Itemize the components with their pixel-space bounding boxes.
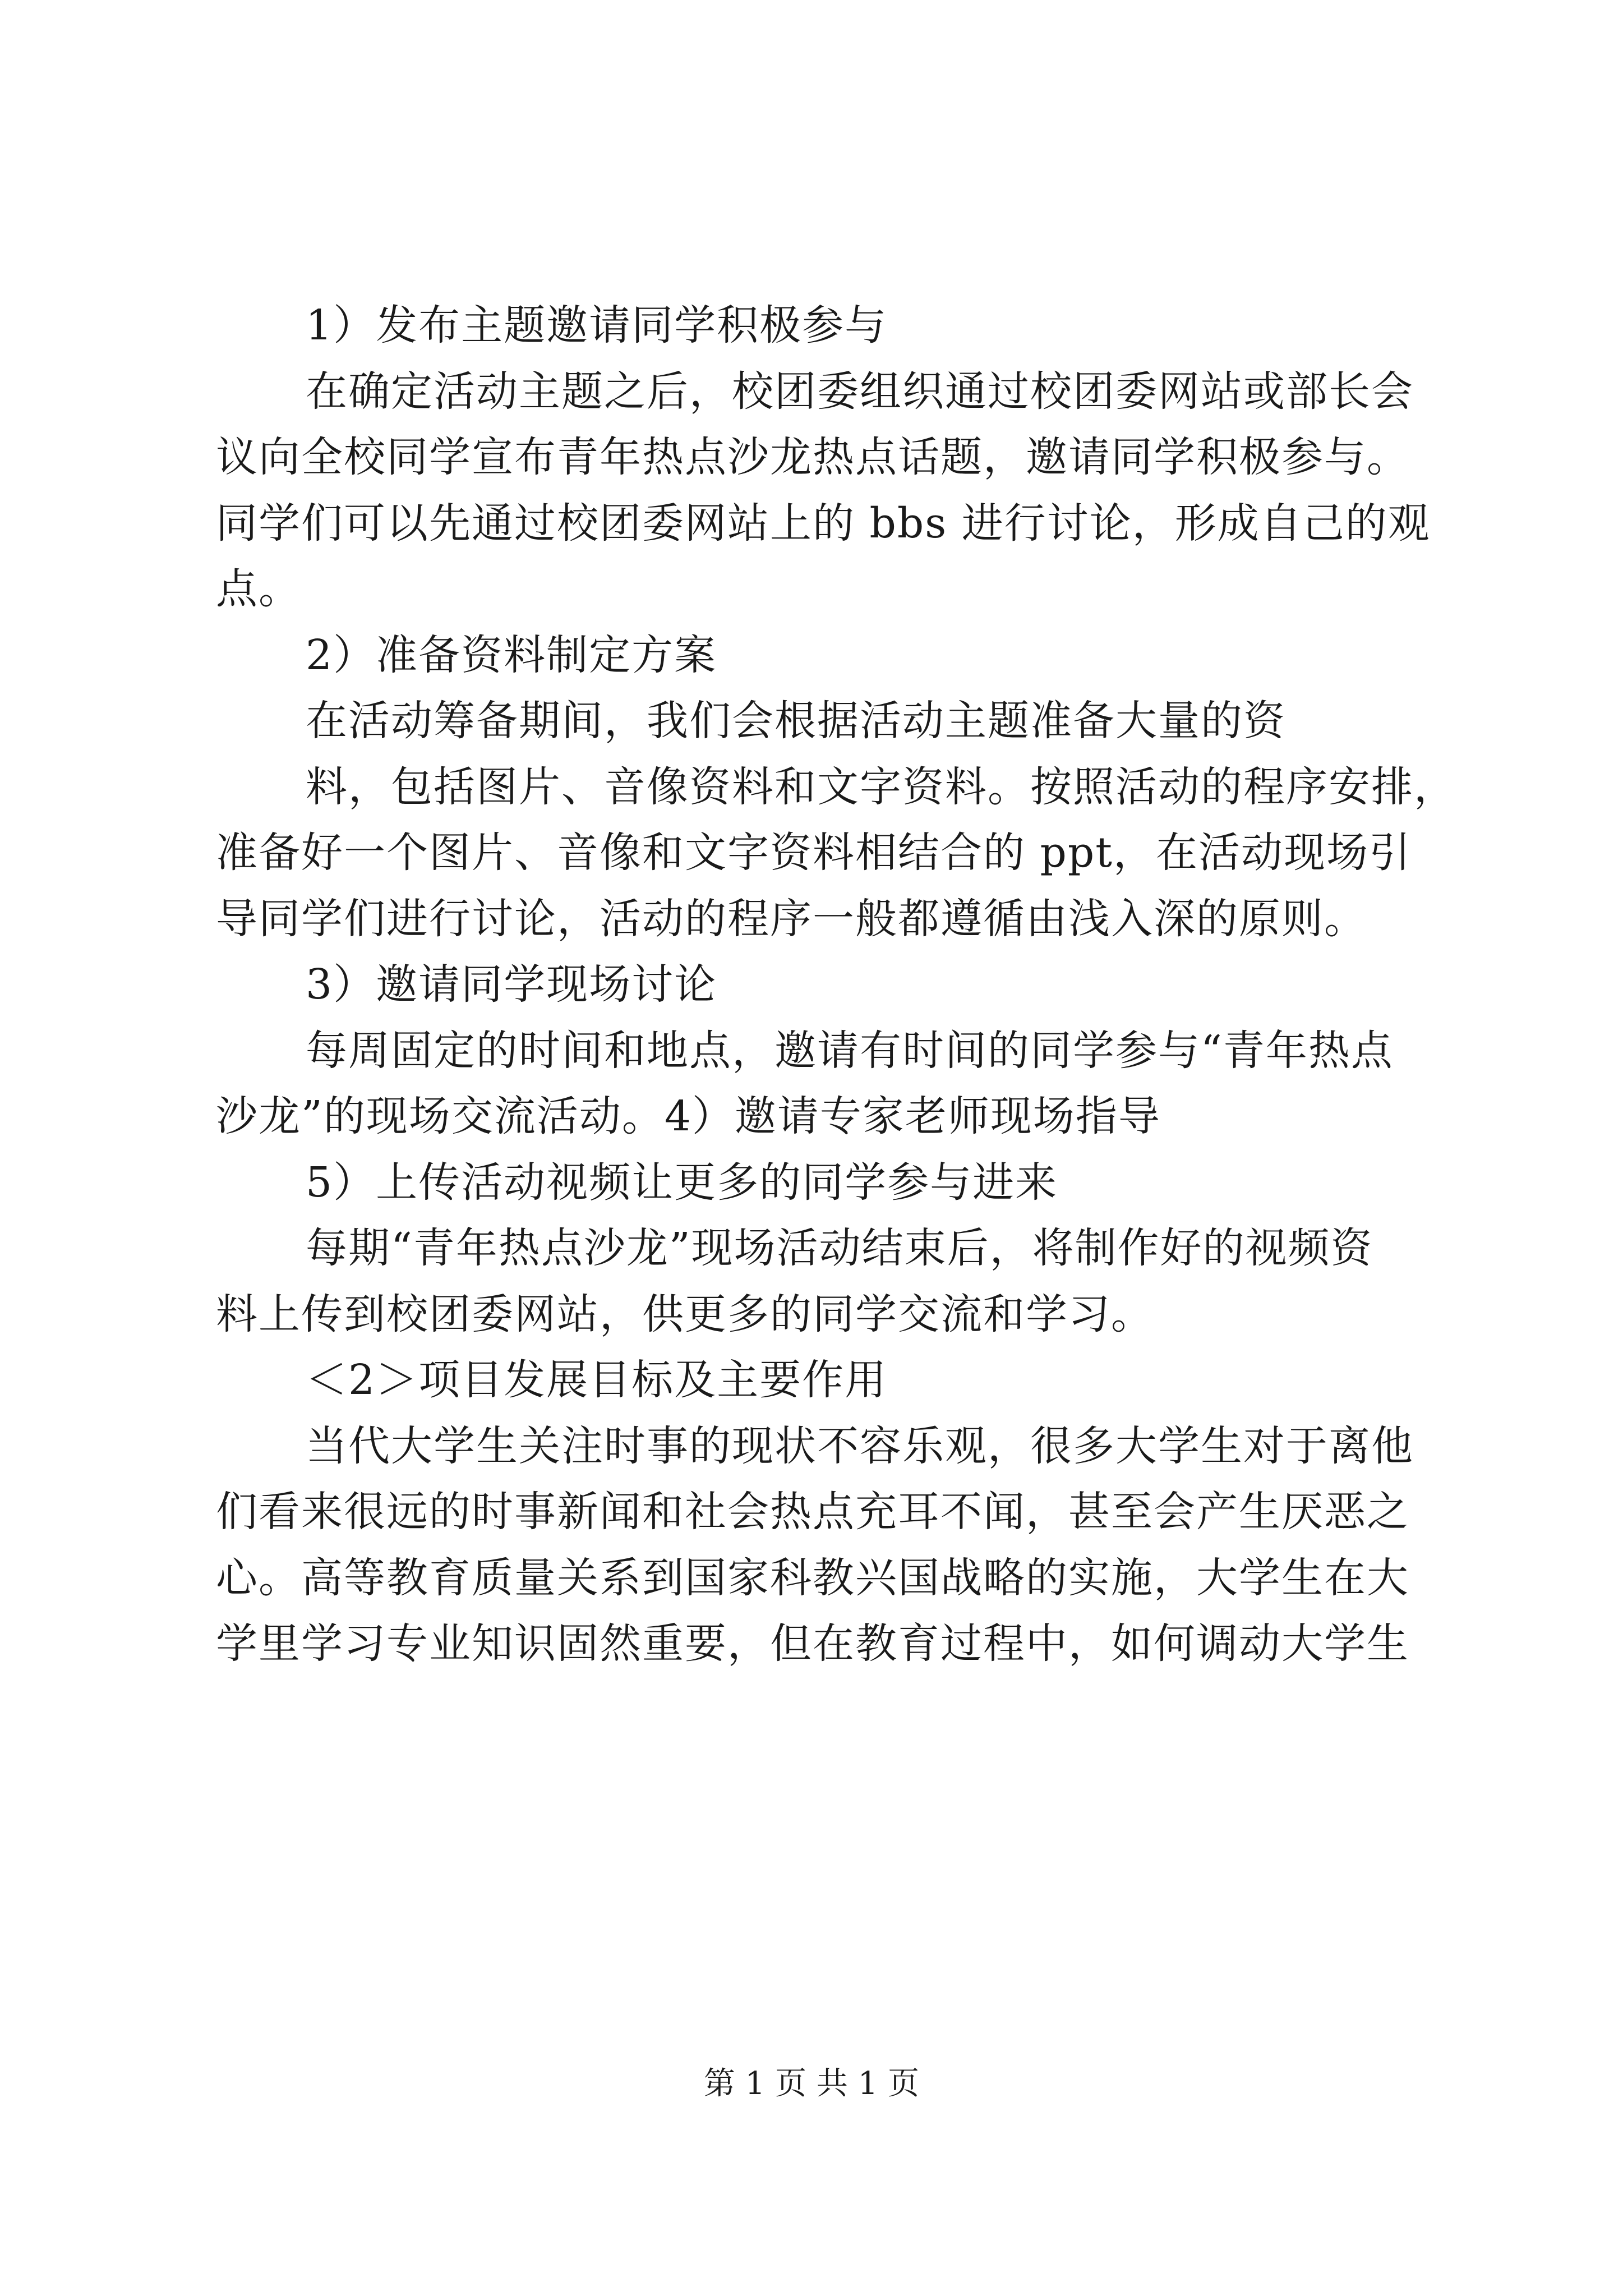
paragraph-1-line-1: 在确定活动主题之后，校团委组织通过校团委网站或部长会 bbox=[306, 367, 1414, 416]
paragraph-6-line-1: 当代大学生关注时事的现状不容乐观，很多大学生对于离他 bbox=[306, 1422, 1414, 1470]
page-number-footer: 第 1 页 共 1 页 bbox=[703, 2065, 920, 2102]
paragraph-3-line-2: 沙龙”的现场交流活动。4）邀请专家老师现场指导 bbox=[216, 1092, 1161, 1140]
heading-5-upload-video: 5）上传活动视频让更多的同学参与进来 bbox=[306, 1158, 1058, 1207]
paragraph-5-line-1: 每期“青年热点沙龙”现场活动结束后，将制作好的视频资 bbox=[306, 1224, 1373, 1272]
paragraph-5-line-2: 料上传到校团委网站，供更多的同学交流和学习。 bbox=[216, 1290, 1154, 1338]
heading-3-invite-discussion: 3）邀请同学现场讨论 bbox=[306, 960, 717, 1009]
paragraph-1-line-4: 点。 bbox=[216, 565, 301, 613]
paragraph-2-line-1: 在活动筹备期间，我们会根据活动主题准备大量的资 bbox=[306, 697, 1286, 745]
section-heading-goals: ＜2＞项目发展目标及主要作用 bbox=[306, 1356, 888, 1404]
paragraph-1-line-2: 议向全校同学宣布青年热点沙龙热点话题，邀请同学积极参与。 bbox=[216, 433, 1409, 481]
paragraph-2-line-2: 料，包括图片、音像资料和文字资料。按照活动的程序安排， bbox=[306, 763, 1456, 811]
paragraph-1-line-3: 同学们可以先通过校团委网站上的 bbs 进行讨论，形成自己的观 bbox=[216, 499, 1431, 547]
paragraph-6-line-2: 们看来很远的时事新闻和社会热点充耳不闻，甚至会产生厌恶之 bbox=[216, 1488, 1409, 1536]
paragraph-3-line-1: 每周固定的时间和地点，邀请有时间的同学参与“青年热点 bbox=[306, 1027, 1394, 1075]
heading-2-prepare-materials: 2）准备资料制定方案 bbox=[306, 631, 717, 679]
heading-1-publish-topic: 1）发布主题邀请同学积极参与 bbox=[306, 301, 888, 349]
paragraph-2-line-4: 导同学们进行讨论，活动的程序一般都遵循由浅入深的原则。 bbox=[216, 895, 1367, 943]
paragraph-6-line-4: 学里学习专业知识固然重要，但在教育过程中，如何调动大学生 bbox=[216, 1619, 1409, 1668]
paragraph-2-line-3: 准备好一个图片、音像和文字资料相结合的 ppt，在活动现场引 bbox=[216, 829, 1412, 877]
paragraph-6-line-3: 心。高等教育质量关系到国家科教兴国战略的实施，大学生在大 bbox=[216, 1554, 1409, 1602]
